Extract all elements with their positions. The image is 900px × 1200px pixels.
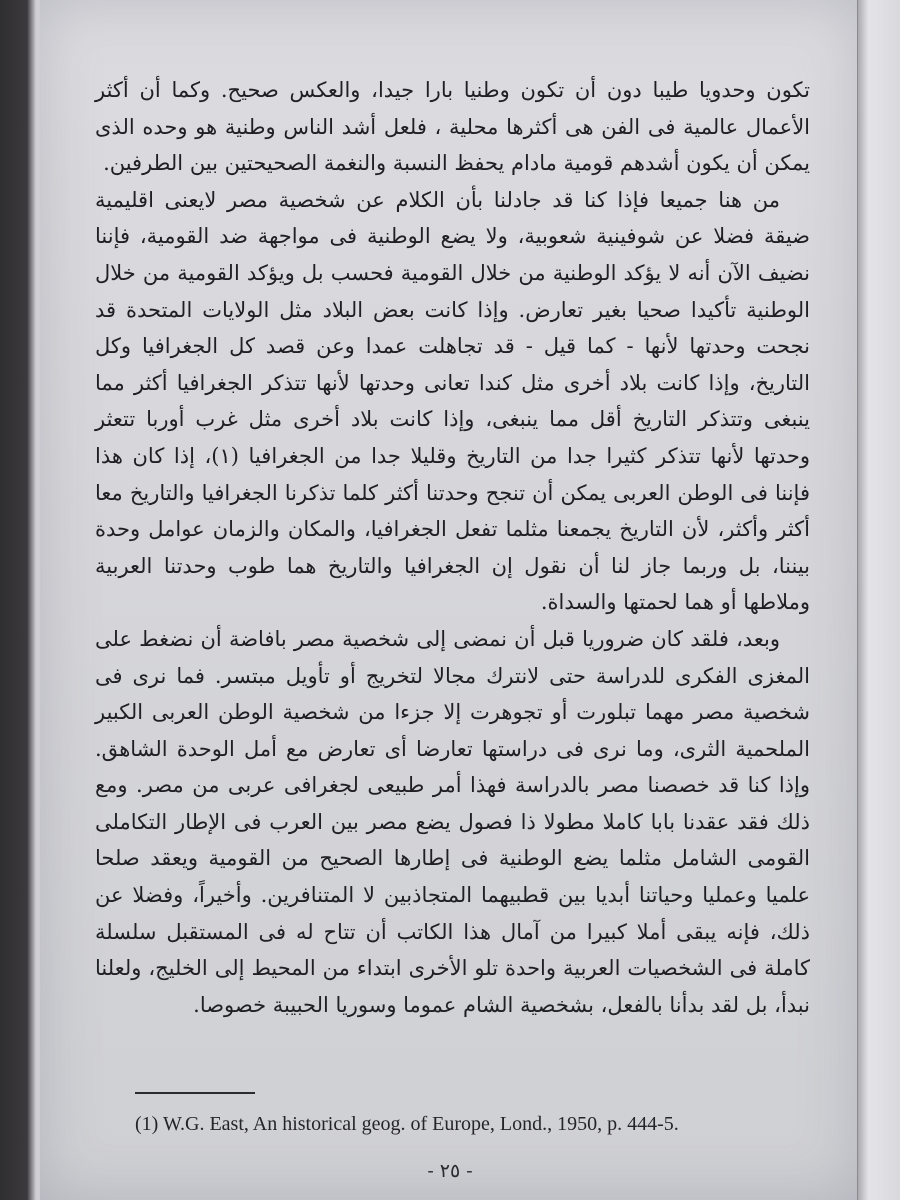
page-number: - ٢٥ - xyxy=(427,1160,473,1182)
adjacent-page-edge xyxy=(857,0,900,1200)
footnote-divider xyxy=(135,1092,255,1094)
body-text xyxy=(95,72,810,1023)
paragraph-3: وبعد، فلقد كان ضروريا قبل أن نمضى إلى شخصية مصر بافاضة أن نضغط على المغزى الفكرى للدراسة حتى لانترك مجالا لتخريج أو تأويل مبتسر. فما نرى فى شخصية مصر مهما تبلورت أو تجوهرت إلا جزءا من شخصية الوطن العربى الكبير الملحمية الثرى، وما نرى فى دراستها تعارضا أى تعارض مع أمل الوحدة الشاهق. وإذا كنا قد خصصنا مصر بالدراسة فهذا أمر طبيعى لجغرافى عربى من مصر. ومع ذلك فقد عقدنا بابا كاملا مطولا ذا فصول يضع مصر بين العرب فى الإطار التكاملى القومى الشامل مثلما يضع الوطنية فى إطارها الصحيح من القومية ويعقد صلحا علميا وعمليا وحياتنا أبديا بين قطبيهما المتجاذبين لا المتنافرين. وأخيراً، وفضلا عن ذلك، فإنه يبقى أملا كبيرا من آمال هذا الكاتب أن تتاح له فى المستقبل سلسلة كاملة فى الشخصيات العربية واحدة تلو الأخرى ابتداء من المحيط إلى الخليج، ولعلنا نبدأ، بل لقد بدأنا بالفعل، بشخصية الشام عموما وسوريا الحبيبة خصوصا. xyxy=(95,626,810,1017)
paragraph-2: من هنا جميعا فإذا كنا قد جادلنا بأن الكلام عن شخصية مصر لايعنى اقليمية ضيقة فضلا عن شوفينية شعوبية، ولا يضع الوطنية فى مواجهة ضد القومية، فإننا نضيف الآن أنه لا يؤكد الوطنية من خلال القومية فحسب بل ويؤكد القومية من خلال الوطنية تأكيدا صحيا بغير تعارض. وإذا كانت بعض البلاد مثل الولايات المتحدة قد نجحت وحدتها لأنها - كما قيل - قد تجاهلت عمدا وعن قصد كل الجغرافيا وكل التاريخ، وإذا كانت بلاد أخرى مثل كندا تعانى وحدتها لأنها تتذكر الجغرافيا أكثر مما ينبغى وتتذكر التاريخ أقل مما ينبغى، وإذا كانت بلاد أخرى مثل غرب أوربا تتعثر وحدتها لأنها تتذكر كثيرا جدا من التاريخ وقليلا جدا من الجغرافيا (١)، إذا كان هذا فإننا فى الوطن العربى يمكن أن تنجح وحدتنا أكثر كلما تذكرنا الجغرافيا والتاريخ معا أكثر وأكثر، لأن التاريخ يجمعنا مثلما تفعل الجغرافيا، والمكان والزمان عوامل وحدة بيننا، بل وربما جاز لنا أن نقول إن الجغرافيا والتاريخ هما طوب وحدتنا العربية وملاطها أو هما لحمتها والسداة. xyxy=(95,187,810,615)
footnote: (1) W.G. East, An historical geog. of Europe, Lond., 1950, p. 444-5. xyxy=(135,1113,679,1135)
paragraph-1: تكون وحدويا طيبا دون أن تكون وطنيا بارا جيدا، والعكس صحيح. وكما أن أكثر الأعمال عالمية فى الفن هى أكثرها محلية ، فلعل أشد الناس وطنية هو وحده الذى يمكن أن يكون أشدهم قومية مادام يحفظ النسبة والنغمة الصحيحتين بين الطرفين. xyxy=(95,78,810,176)
